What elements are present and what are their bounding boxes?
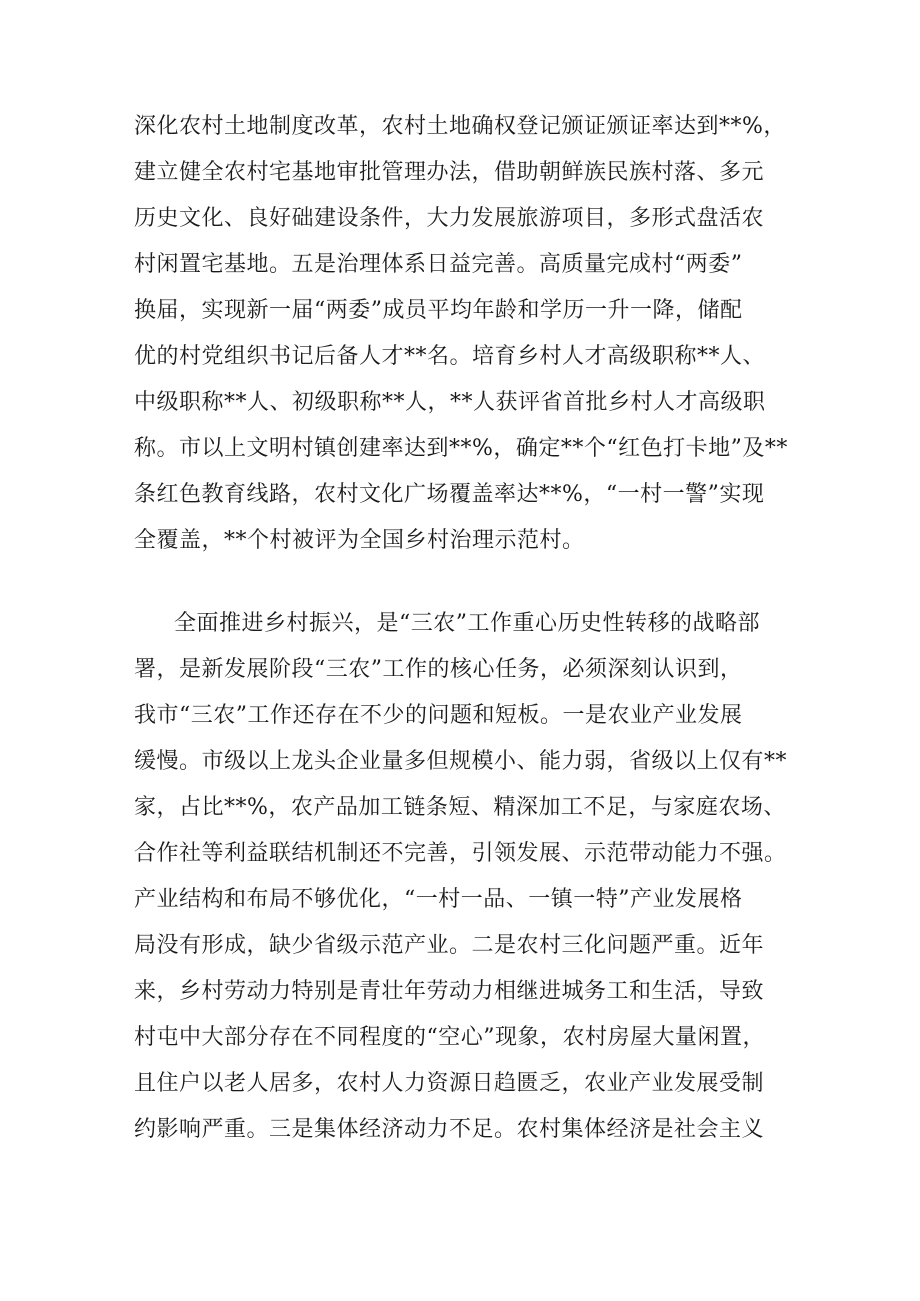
text-line: 村闲置宅基地。五是治理体系日益完善。高质量完成村“两委” — [134, 252, 743, 277]
text-line: 换届，实现新一届“两委”成员平均年龄和学历一升一降，储配 — [134, 298, 743, 323]
text-line: 署，是新发展阶段“三农”工作的核心任务，必须深刻认识到， — [134, 657, 743, 682]
text-line: 历史文化、良好础建设条件，大力发展旅游项目，多形式盘活农 — [134, 206, 765, 231]
text-line: 全面推进乡村振兴，是“三农”工作重心历史性转移的战略部 — [174, 611, 760, 636]
text-line: 建立健全农村宅基地审批管理办法，借助朝鲜族民族村落、多元 — [134, 160, 765, 185]
text-line: 优的村党组织书记后备人才**名。培育乡村人才高级职称**人、 — [134, 344, 766, 369]
text-line: 全覆盖，**个村被评为全国乡村治理示范村。 — [134, 528, 585, 553]
text-line: 合作社等利益联结机制还不完善，引领发展、示范带动能力不强。 — [134, 841, 787, 866]
text-line: 产业结构和布局不够优化，“一村一品、一镇一特”产业发展格 — [134, 887, 743, 912]
text-line: 来，乡村劳动力特别是青壮年劳动力相继进城务工和生活，导致 — [134, 979, 765, 1004]
text-line: 局没有形成，缺少省级示范产业。二是农村三化问题严重。近年 — [134, 933, 765, 958]
text-line: 村屯中大部分存在不同程度的“空心”现象，农村房屋大量闲置， — [134, 1025, 765, 1050]
text-line: 且住户以老人居多，农村人力资源日趋匮乏，农业产业发展受制 — [134, 1071, 765, 1096]
text-line: 条红色教育线路，农村文化广场覆盖率达**%，“一村一警”实现 — [134, 482, 765, 507]
text-line: 称。市以上文明村镇创建率达到**%，确定**个“红色打卡地”及** — [134, 436, 788, 461]
text-line: 约影响严重。三是集体经济动力不足。农村集体经济是社会主义 — [134, 1117, 765, 1142]
text-line: 家，占比**%，农产品加工链条短、精深加工不足，与家庭农场、 — [134, 795, 786, 820]
text-line: 深化农村土地制度改革，农村土地确权登记颁证颁证率达到**%， — [134, 114, 786, 139]
text-line: 中级职称**人、初级职称**人，**人获评省首批乡村人才高级职 — [134, 390, 766, 415]
text-line: 我市“三农”工作还存在不少的问题和短板。一是农业产业发展 — [134, 703, 743, 728]
text-line: 缓慢。市级以上龙头企业量多但规模小、能力弱，省级以上仅有** — [134, 749, 788, 774]
